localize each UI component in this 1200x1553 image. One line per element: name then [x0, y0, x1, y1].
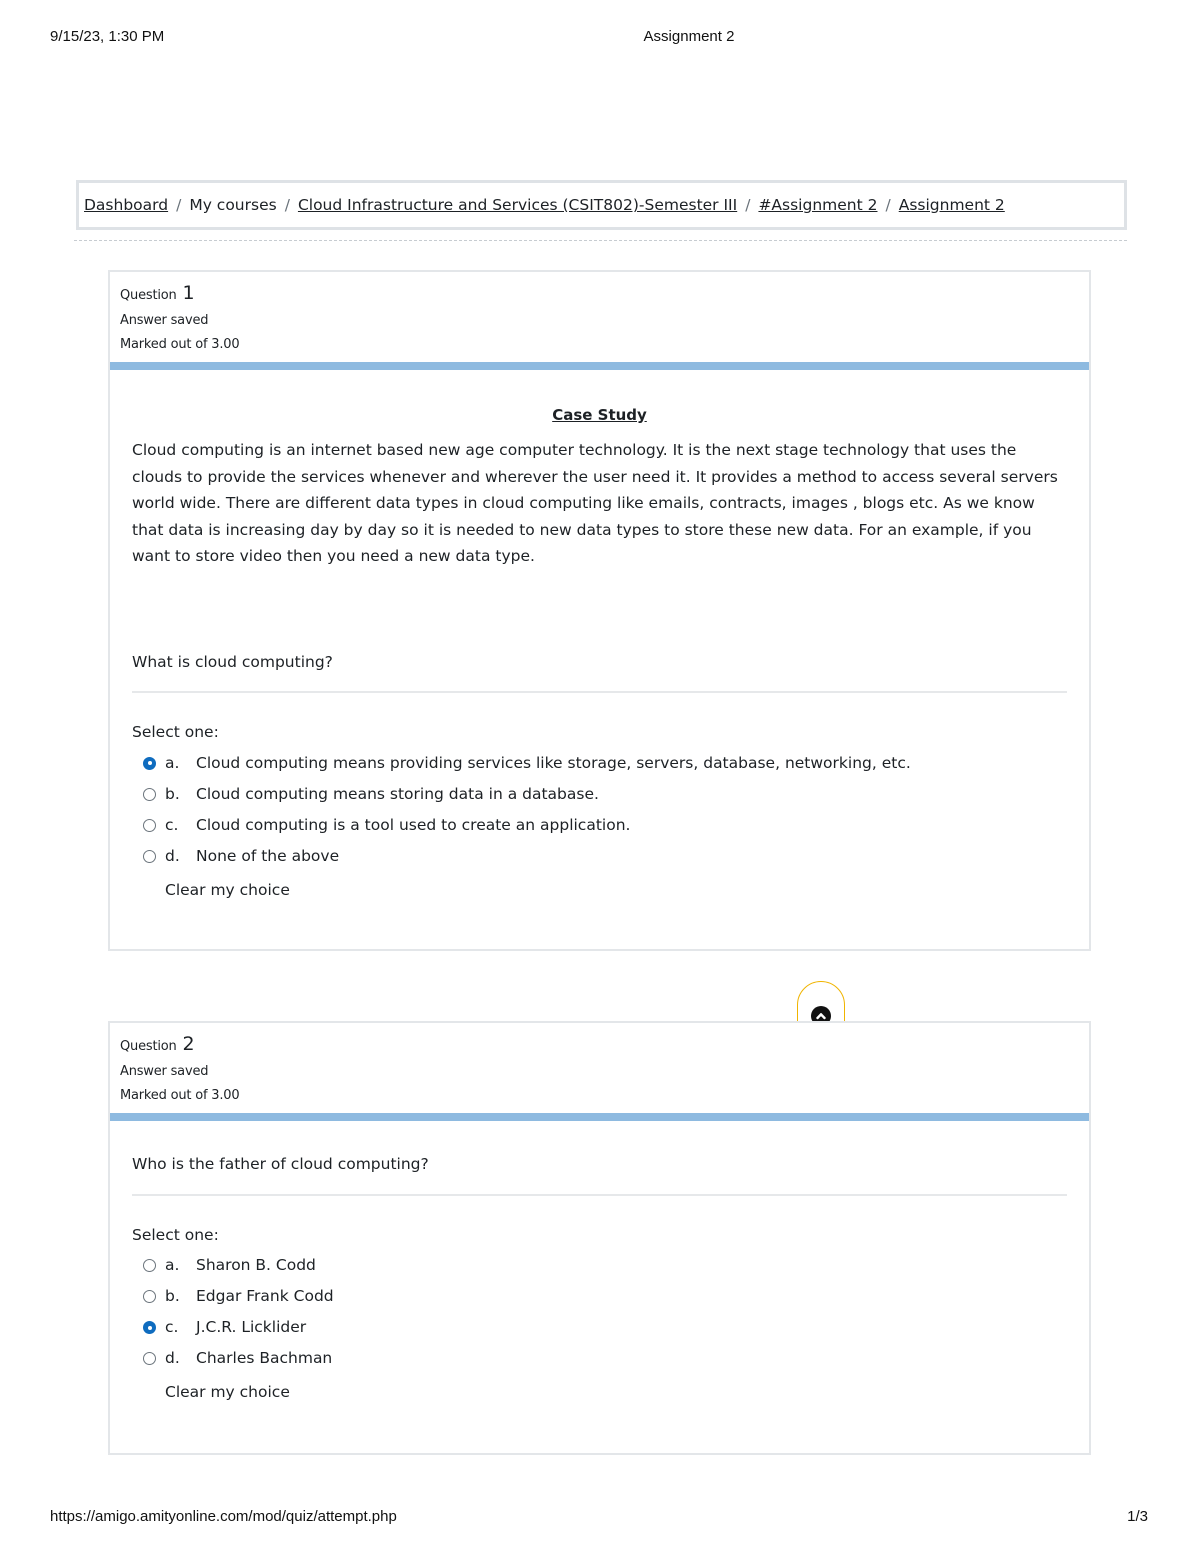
breadcrumb — [76, 180, 1127, 230]
question-label: Question — [120, 288, 177, 303]
breadcrumb-separator: / — [885, 196, 891, 214]
breadcrumb-separator: / — [745, 196, 751, 214]
option-letter: d. — [165, 1349, 180, 1368]
print-page-number: 1/3 — [1127, 1508, 1148, 1525]
question-divider — [132, 691, 1067, 693]
option-letter: a. — [165, 1256, 180, 1275]
option-letter: c. — [165, 1318, 179, 1337]
option-text: None of the above — [196, 846, 340, 865]
case-study-title: Case Study — [552, 406, 647, 424]
answer-option-d[interactable] — [132, 1343, 1067, 1374]
option-letter: a. — [165, 753, 180, 772]
question-prompt: What is cloud computing? — [132, 652, 333, 671]
answer-option-b[interactable] — [132, 779, 1067, 810]
case-study-text: Cloud computing is an internet based new age computer technology. It is the next stage technology that uses the clouds to provide the services whenever and wherever the user need it. It provides a method to access several servers world wide. There are different data types in cloud computing like emails, contracts, images , blogs etc. As we know that data is increasing day by day so it is needed to new data types to store these new data. For an example, if you want to store video then you need a new data type. — [132, 441, 1058, 565]
print-title: Assignment 2 — [643, 28, 735, 45]
answer-option-d[interactable] — [132, 841, 1067, 872]
radio-button[interactable] — [143, 1352, 156, 1365]
question-number — [120, 1033, 1089, 1055]
radio-button[interactable] — [143, 850, 156, 863]
option-letter: d. — [165, 846, 180, 865]
print-url: https://amigo.amityonline.com/mod/quiz/attempt.php — [50, 1508, 397, 1525]
answer-options — [132, 748, 1067, 872]
print-footer — [0, 1508, 1200, 1528]
answer-option-c[interactable] — [132, 810, 1067, 841]
radio-button[interactable] — [143, 757, 156, 770]
radio-button[interactable] — [143, 1259, 156, 1272]
radio-button[interactable] — [143, 1321, 156, 1334]
radio-button[interactable] — [143, 819, 156, 832]
breadcrumb-my-courses: My courses — [189, 196, 277, 214]
breadcrumb-section[interactable]: #Assignment 2 — [758, 196, 878, 214]
question-grade: Marked out of 3.00 — [120, 1088, 240, 1103]
breadcrumb-course[interactable]: Cloud Infrastructure and Services (CSIT802)-Semester III — [297, 196, 738, 214]
answer-option-a[interactable] — [132, 1250, 1067, 1281]
question-info-bar — [110, 1113, 1089, 1121]
option-text: Edgar Frank Codd — [196, 1287, 334, 1306]
question-state: Answer saved — [120, 1064, 209, 1079]
page-divider — [74, 240, 1127, 241]
print-datetime: 9/15/23, 1:30 PM — [50, 28, 165, 45]
option-letter: b. — [165, 1287, 180, 1306]
question-prompt: Who is the father of cloud computing? — [132, 1155, 429, 1173]
option-text: Cloud computing is a tool used to create an application. — [196, 815, 631, 834]
option-text: Charles Bachman — [196, 1349, 333, 1368]
answer-option-a[interactable] — [132, 748, 1067, 779]
option-text: Sharon B. Codd — [196, 1256, 316, 1275]
question-content — [110, 1151, 1089, 1406]
question-number-value: 2 — [182, 1033, 195, 1055]
question-divider — [132, 1194, 1067, 1196]
question-number — [120, 282, 1089, 304]
option-text: Cloud computing means storing data in a database. — [196, 784, 599, 803]
answer-option-b[interactable] — [132, 1281, 1067, 1312]
question-number-value: 1 — [182, 282, 195, 304]
option-letter: b. — [165, 784, 180, 803]
option-text: J.C.R. Licklider — [196, 1318, 307, 1337]
select-one-label: Select one: — [132, 1225, 219, 1244]
question-content — [110, 405, 1089, 903]
question-info-bar — [110, 362, 1089, 370]
answer-option-c[interactable] — [132, 1312, 1067, 1343]
breadcrumb-separator: / — [176, 196, 182, 214]
clear-choice-link[interactable]: Clear my choice — [165, 1383, 290, 1401]
radio-button[interactable] — [143, 788, 156, 801]
question-state: Answer saved — [120, 313, 209, 328]
breadcrumb-separator: / — [284, 196, 290, 214]
breadcrumb-dashboard[interactable]: Dashboard — [84, 196, 169, 214]
answer-options — [132, 1250, 1067, 1374]
question-1 — [108, 270, 1091, 951]
option-letter: c. — [165, 815, 179, 834]
select-one-label: Select one: — [132, 723, 219, 741]
clear-choice-link[interactable]: Clear my choice — [165, 880, 290, 899]
question-2 — [108, 1021, 1091, 1455]
breadcrumb-assignment[interactable]: Assignment 2 — [898, 196, 1005, 214]
print-header — [0, 28, 1200, 48]
radio-button[interactable] — [143, 1290, 156, 1303]
question-info — [110, 272, 1089, 362]
question-grade: Marked out of 3.00 — [120, 337, 240, 352]
question-info — [110, 1023, 1089, 1113]
option-text: Cloud computing means providing services like storage, servers, database, networking, etc. — [196, 753, 911, 772]
question-label: Question — [120, 1039, 177, 1054]
